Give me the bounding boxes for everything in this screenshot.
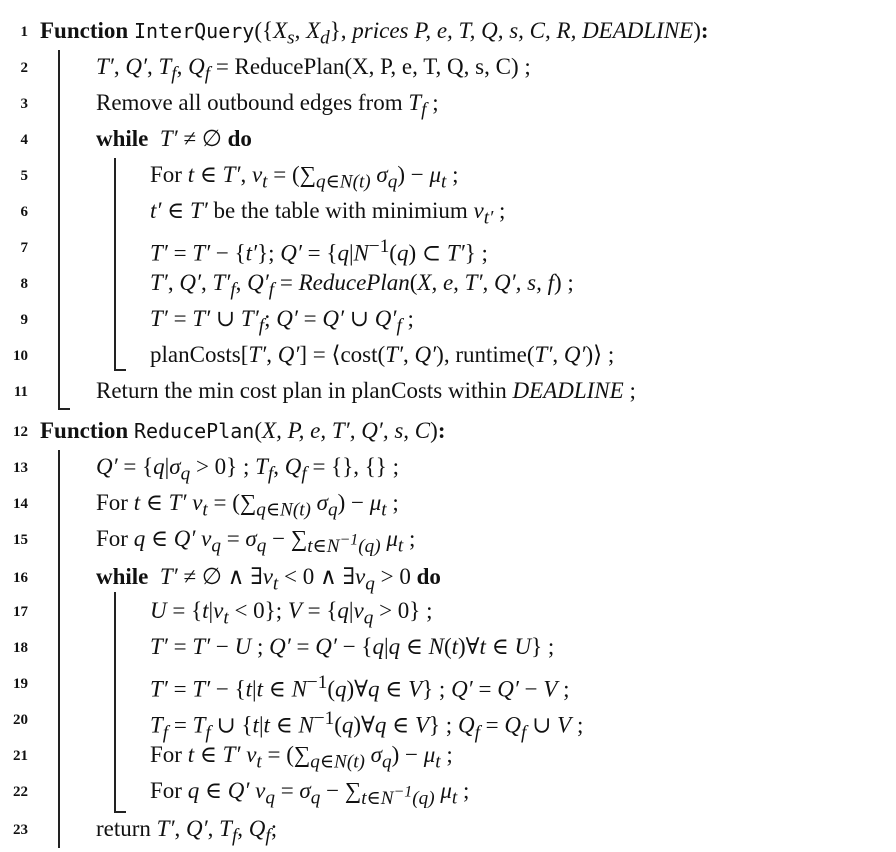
line-code: For t ∈ T′ $v_t = (\sum_{q\in N(t)}$ $\sigma_q) - \mu_t$ ; (96, 490, 399, 521)
line-code: T′, Q′, $T_f$, $Q_f$ = ReducePlan(X, P, e, T, Q, s, C) ; (96, 54, 531, 85)
line-code: For t ∈ T′ $v_t = (\sum_{q\in N(t)}$ $\sigma_q) - \mu_t$ ; (150, 742, 453, 773)
line-number: 8 (20, 276, 28, 292)
algo-line (0, 194, 896, 230)
algo-line (0, 414, 896, 450)
line-code: return T′, Q′, $T_f$, $Q_f$; (96, 816, 278, 847)
line-code: t′ ∈ T′ be the table with minimium $v_{t'}$ ; (150, 198, 506, 229)
algo-line (0, 560, 896, 596)
algo-line (0, 230, 896, 266)
line-code: Function $InterQuery(\{X_s$, $X_d$}, prices P, e, T, Q, s, C, R, DEADLINE): (40, 18, 709, 49)
line-number: 20 (13, 712, 28, 728)
line-number: 21 (13, 748, 28, 764)
line-number: 22 (13, 784, 28, 800)
algo-line (0, 302, 896, 338)
line-number: 7 (20, 240, 28, 256)
line-code: Return the min cost plan in planCosts within DEADLINE ; (96, 378, 636, 403)
line-code: For q ∈ Q′ $v_q = \sigma_q - \sum_{t\in N^{-1}(q)}$ $\mu_t$ ; (150, 778, 470, 809)
line-number: 9 (20, 312, 28, 328)
line-number: 12 (13, 424, 28, 440)
algo-line (0, 630, 896, 666)
line-number: 16 (13, 570, 28, 586)
line-number: 14 (13, 496, 28, 512)
line-number: 5 (20, 168, 28, 184)
line-code: T′ = T′ − {t|t ∈ $N^{-1}(q)\forall q$ ∈ V} ; Q′ = Q′ − V ; (150, 672, 570, 702)
algo-line (0, 14, 896, 50)
line-number: 10 (13, 348, 28, 364)
algo-line (0, 50, 896, 86)
line-code: T′ = T′ − U ; Q′ = Q′ − {q|q ∈ N(t)∀t ∈ U} ; (150, 634, 555, 659)
line-number: 2 (20, 60, 28, 76)
algo-line (0, 338, 896, 374)
line-number: 6 (20, 204, 28, 220)
line-number: 23 (13, 822, 28, 838)
line-number: 4 (20, 132, 28, 148)
algo-line (0, 522, 896, 558)
line-number: 3 (20, 96, 28, 112)
line-code: $T_f = T_f$ ∪ {t|t ∈ $N^{-1}(q)\forall q$ ∈ V} ; $Q_f = Q_f$ ∪ V ; (150, 708, 584, 744)
algo-line (0, 702, 896, 744)
algo-line (0, 266, 896, 302)
line-code: T′, Q′, $T'_f$, $Q'_f$ = ReducePlan(X, e, T′, Q′, s, f) ; (150, 270, 574, 301)
line-number: 1 (20, 24, 28, 40)
line-number: 11 (13, 384, 28, 400)
line-number: 15 (13, 532, 28, 548)
line-number: 17 (13, 604, 28, 620)
line-code: T′ = T′ − {t′}; $Q' = \{q|N^{-1}(q)$ ⊂ T′} ; (150, 236, 488, 266)
algo-line (0, 158, 896, 194)
line-code: while T′ ≠ ∅ ∧ $\exists v_t < 0$ ∧ $\exists v_q > 0$ do (96, 564, 441, 595)
line-code: For q ∈ Q′ $v_q = \sigma_q - \sum_{t\in N^{-1}(q)}$ $\mu_t$ ; (96, 526, 416, 557)
algo-line (0, 774, 896, 810)
line-number: 19 (13, 676, 28, 692)
line-code: while T′ ≠ ∅ do (96, 126, 252, 151)
line-code: $U = \{t|v_t < 0\}$; $V = \{q|v_q > 0\}$ ; (150, 598, 433, 629)
algo-line (0, 738, 896, 774)
line-code: $Q' = \{q|\sigma_q > 0\}$ ; $T_f$, $Q_f$ = {}, {} ; (96, 454, 399, 485)
algo-line (0, 666, 896, 702)
line-number: 13 (13, 460, 28, 476)
algo-line (0, 486, 896, 522)
algo-line (0, 812, 896, 848)
line-code: planCosts[T′, Q′] = ⟨cost(T′, Q′), runtime(T′, Q′)⟩ ; (150, 342, 615, 367)
line-number: 18 (13, 640, 28, 656)
line-code: For t ∈ T′, $v_t = (\sum_{q\in N(t)}$ $\sigma_q) - \mu_t$ ; (150, 162, 459, 193)
algo-line (0, 374, 896, 410)
algo-line (0, 594, 896, 630)
line-code: T′ = T′ ∪ $T'_f$; Q′ = Q′ ∪ $Q'_f$ ; (150, 306, 414, 337)
line-code: Remove all outbound edges from $T_f$ ; (96, 90, 439, 121)
algo-line (0, 122, 896, 158)
line-code: Function ReducePlan(X, P, e, T′, Q′, s, C): (40, 418, 446, 443)
algo-line (0, 450, 896, 486)
algo-line (0, 86, 896, 122)
